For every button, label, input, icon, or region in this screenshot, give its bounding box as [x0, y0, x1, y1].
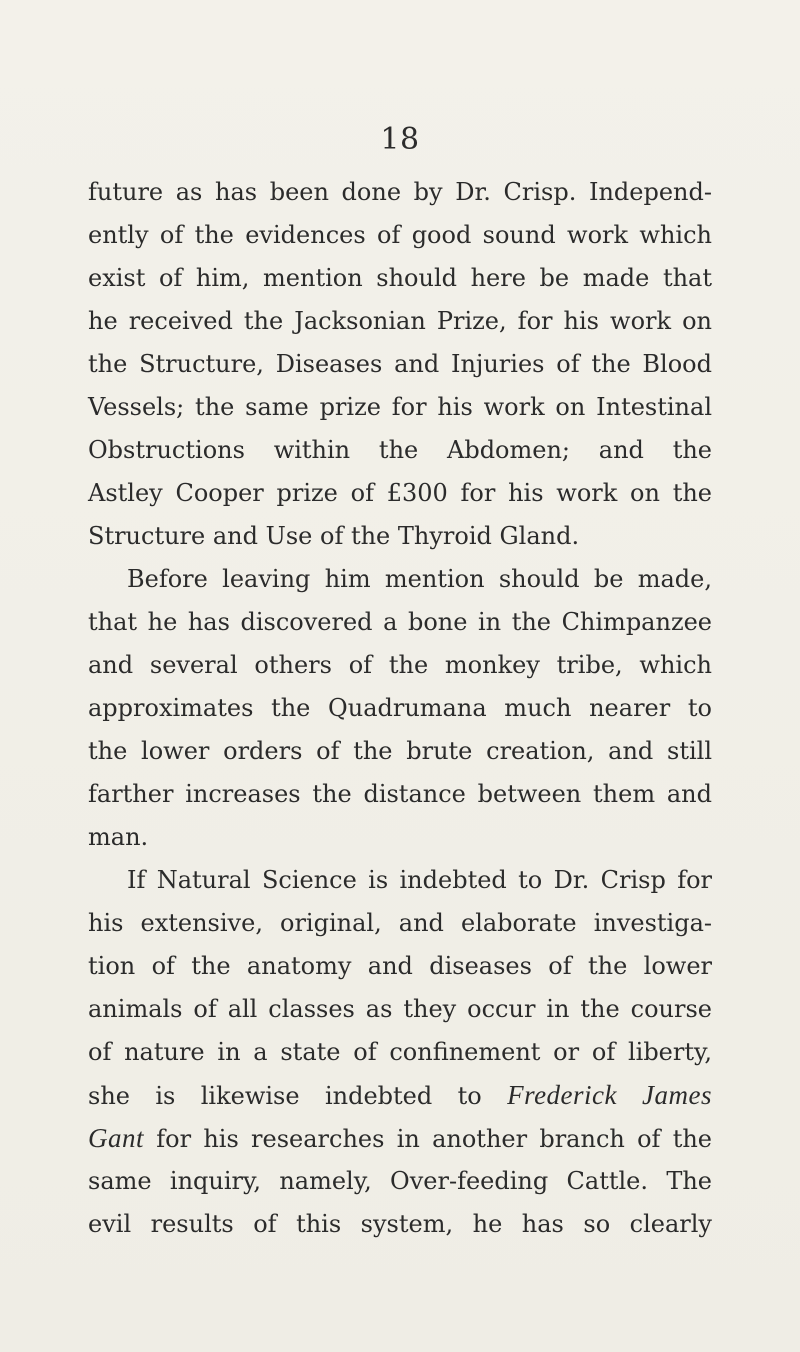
text-line: tion of the anatomy and diseases of the lower	[88, 952, 712, 980]
text-line: he received the Jacksonian Prize, for his work on	[88, 307, 712, 335]
text-line: and several others of the monkey tribe, which	[88, 651, 712, 679]
text-line: future as has been done by Dr. Crisp. Independ-	[88, 178, 712, 206]
text-line: Structure and Use of the Thyroid Gland.	[88, 522, 580, 550]
text-line: ently of the evidences of good sound work which	[88, 221, 712, 249]
text-line-with-name	[88, 1118, 712, 1158]
text-line: Obstructions within the Abdomen; and the	[88, 436, 712, 464]
line-text: for his researches in another branch of the	[156, 1125, 712, 1153]
person-name-italic: Gant	[88, 1123, 144, 1153]
person-name-italic: Frederick James	[507, 1080, 712, 1110]
text-line: approximates the Quadrumana much nearer to	[88, 694, 712, 722]
text-line: of nature in a state of confinement or of liberty,	[88, 1038, 712, 1066]
text-line: If Natural Science is indebted to Dr. Crisp for	[127, 866, 712, 894]
text-line: evil results of this system, he has so clearly	[88, 1210, 712, 1238]
text-line: farther increases the distance between them and	[88, 780, 712, 808]
text-line: his extensive, original, and elaborate investiga-	[88, 909, 712, 937]
text-line: Before leaving him mention should be made,	[127, 565, 712, 593]
text-line-with-name	[88, 1075, 712, 1115]
text-line: the Structure, Diseases and Injuries of the Blood	[88, 350, 712, 378]
text-line: animals of all classes as they occur in the course	[88, 995, 712, 1023]
text-line: exist of him, mention should here be made that	[88, 264, 712, 292]
text-line: that he has discovered a bone in the Chimpanzee	[88, 608, 712, 636]
text-line: the lower orders of the brute creation, and still	[88, 737, 712, 765]
text-line: Vessels; the same prize for his work on Intestinal	[88, 393, 712, 421]
page-number: 18	[380, 122, 420, 157]
text-line: same inquiry, namely, Over-feeding Cattle. The	[88, 1167, 712, 1195]
text-line: man.	[88, 823, 149, 851]
line-text: she is likewise indebted to	[88, 1082, 482, 1110]
text-line: Astley Cooper prize of £300 for his work on the	[88, 479, 712, 507]
